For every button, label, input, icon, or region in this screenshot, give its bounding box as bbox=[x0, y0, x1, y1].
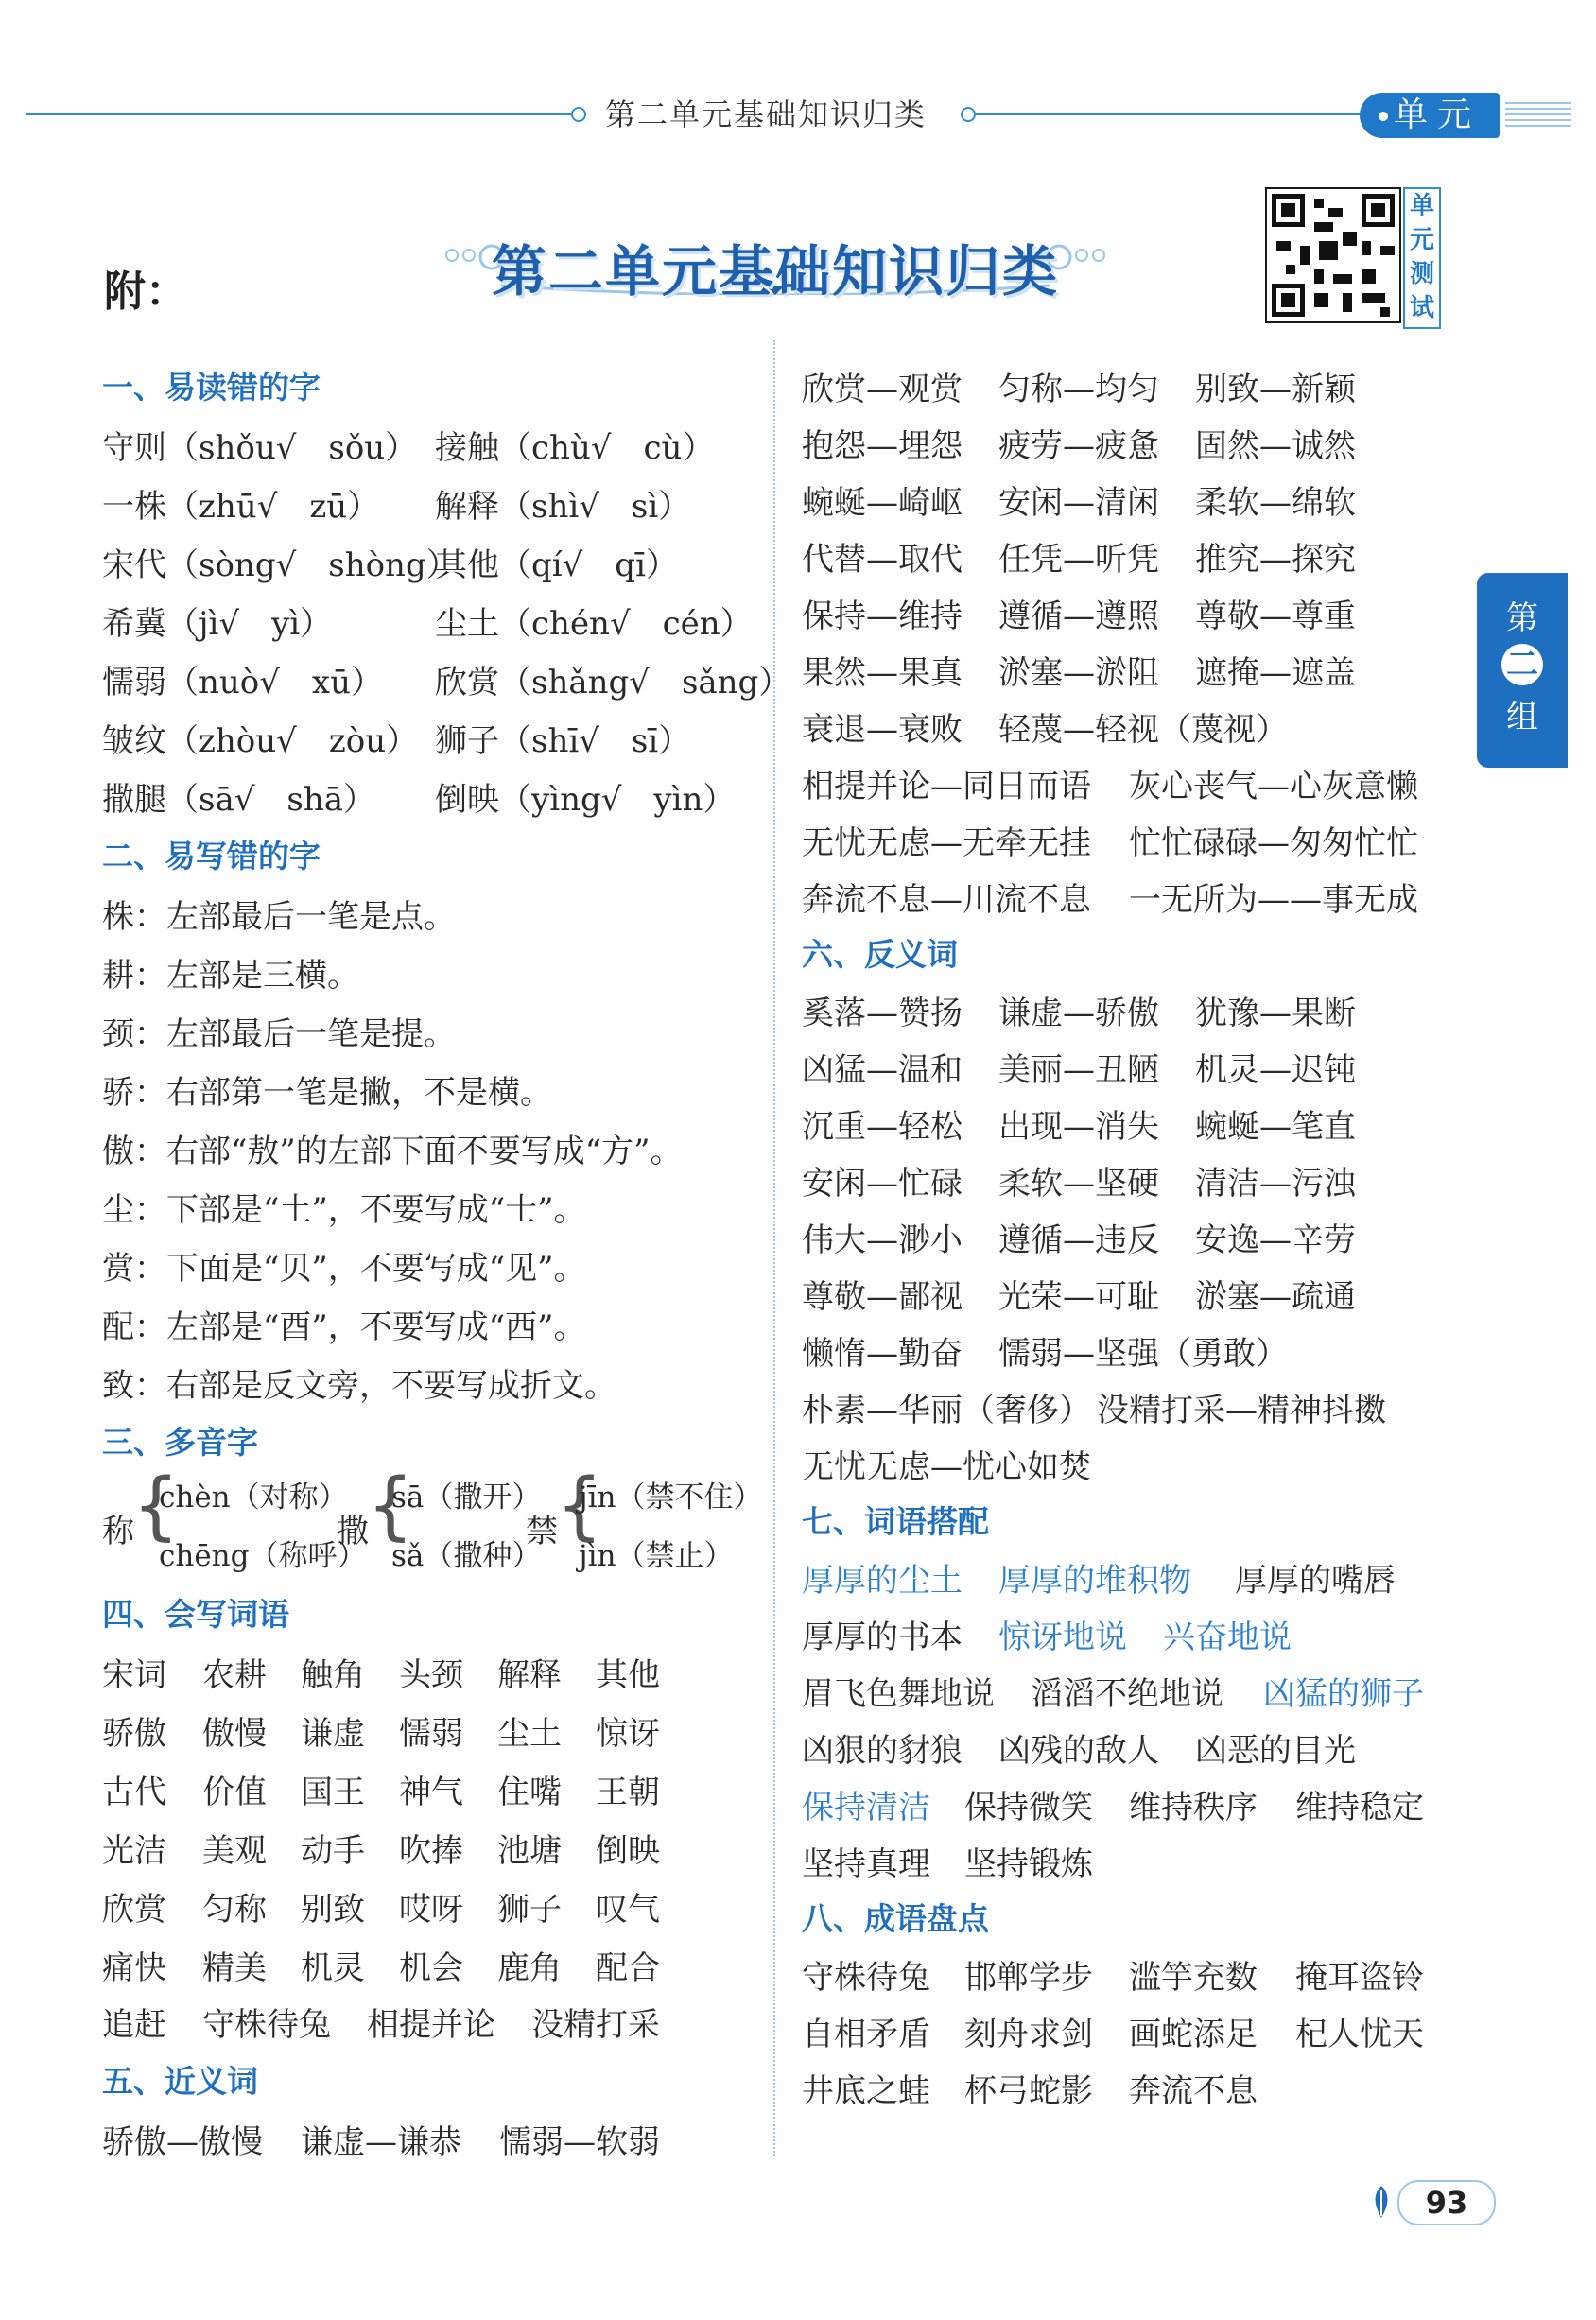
side-tab-bottom: 组 bbox=[1506, 699, 1538, 736]
antonym-pair: 朴素—华丽（奢侈） bbox=[802, 1392, 1091, 1429]
miswrite-note: 骄：右部第一笔是撇，不是横。 bbox=[102, 1074, 552, 1112]
page-title: 第二单元基础知识归类 bbox=[492, 239, 1060, 303]
word-item: 机会 bbox=[399, 1949, 463, 1987]
misread-item: 守则（shǒu√ sǒu） bbox=[102, 429, 418, 467]
idiom-item: 杞人忧天 bbox=[1295, 2016, 1424, 2053]
synonym-pair: 尊敬—尊重 bbox=[1195, 597, 1356, 635]
synonym-pair: 代替—取代 bbox=[802, 541, 963, 579]
collocation-item: 厚厚的书本 bbox=[802, 1619, 963, 1656]
idiom-item: 奔流不息 bbox=[1129, 2072, 1258, 2110]
word-item: 叹气 bbox=[596, 1891, 660, 1929]
polyphone-char: 禁 bbox=[526, 1513, 558, 1550]
synonym-pair: 推究—探究 bbox=[1195, 541, 1356, 579]
idiom-item: 刻舟求剑 bbox=[964, 2016, 1093, 2053]
antonym-pair: 无忧无虑—忧心如焚 bbox=[802, 1448, 1091, 1486]
synonym-pair: 遮掩—遮盖 bbox=[1195, 654, 1356, 692]
antonym-pair: 蜿蜒—笔直 bbox=[1195, 1108, 1356, 1146]
word-item: 哎呀 bbox=[399, 1891, 463, 1929]
miswrite-note: 配：左部是“酉”，不要写成“西”。 bbox=[102, 1308, 586, 1346]
word-item: 守株待兔 bbox=[202, 2006, 331, 2044]
polyphone-reading: jìn（禁止） bbox=[579, 1539, 734, 1573]
section-heading-2: 二、易写错的字 bbox=[102, 838, 321, 874]
word-item: 机灵 bbox=[301, 1949, 365, 1987]
word-item: 狮子 bbox=[497, 1891, 562, 1929]
word-item: 惊讶 bbox=[596, 1715, 660, 1753]
collocation-item: 眉飞色舞地说 bbox=[802, 1675, 995, 1713]
idiom-item: 自相矛盾 bbox=[802, 2016, 930, 2053]
polyphone-reading: chèn（对称） bbox=[159, 1480, 348, 1515]
idiom-item: 邯郸学步 bbox=[964, 1959, 1093, 1997]
word-item: 懦弱 bbox=[399, 1715, 463, 1753]
word-item: 鹿角 bbox=[497, 1949, 562, 1987]
collocation-item: 厚厚的堆积物 bbox=[998, 1562, 1191, 1600]
brace-icon: { bbox=[132, 1463, 180, 1549]
antonym-pair: 美丽—丑陋 bbox=[998, 1051, 1159, 1089]
synonym-pair: 一无所为——事无成 bbox=[1129, 881, 1418, 919]
synonym-pair: 淤塞—淤阻 bbox=[998, 654, 1159, 692]
word-item: 动手 bbox=[301, 1832, 365, 1870]
idiom-item: 掩耳盗铃 bbox=[1295, 1959, 1424, 1997]
synonym-pair: 任凭—听凭 bbox=[998, 541, 1159, 579]
antonym-pair: 机灵—迟钝 bbox=[1195, 1051, 1356, 1089]
word-item: 其他 bbox=[596, 1656, 660, 1694]
word-item: 没精打采 bbox=[531, 2006, 660, 2044]
synonym-pair: 别致—新颖 bbox=[1195, 371, 1356, 408]
misread-item: 其他（qí√ qī） bbox=[435, 546, 678, 584]
synonym-pair: 疲劳—疲惫 bbox=[998, 427, 1159, 465]
qr-code-image bbox=[1267, 189, 1399, 321]
polyphone-reading: sǎ（撒种） bbox=[391, 1539, 542, 1573]
miswrite-note: 株：左部最后一笔是点。 bbox=[102, 898, 456, 936]
collocation-item: 凶残的敌人 bbox=[998, 1732, 1159, 1770]
brace-icon: { bbox=[556, 1463, 603, 1549]
unit-tab-dot-icon bbox=[1379, 112, 1388, 121]
section-heading-5: 五、近义词 bbox=[102, 2063, 258, 2100]
unit-tab-label: 单元 bbox=[1393, 95, 1481, 134]
header-rule-right bbox=[974, 113, 1371, 115]
word-item: 王朝 bbox=[596, 1774, 660, 1811]
synonym-pair: 骄傲—傲慢 bbox=[102, 2123, 263, 2161]
miswrite-note: 尘：下部是“土”，不要写成“士”。 bbox=[102, 1191, 586, 1229]
antonym-pair: 犹豫—果断 bbox=[1195, 995, 1356, 1032]
misread-item: 懦弱（nuò√ xū） bbox=[102, 664, 384, 701]
word-item: 农耕 bbox=[202, 1656, 267, 1694]
word-item: 骄傲 bbox=[102, 1715, 166, 1753]
word-item: 古代 bbox=[102, 1774, 166, 1811]
collocation-item: 坚持真理 bbox=[802, 1845, 930, 1883]
idiom-item: 画蛇添足 bbox=[1129, 2016, 1258, 2053]
misread-item: 尘土（chén√ cén） bbox=[435, 605, 753, 643]
polyphone-reading: chēng（称呼） bbox=[159, 1539, 367, 1573]
word-item: 傲慢 bbox=[202, 1715, 267, 1753]
qr-label: 单元测试 bbox=[1403, 187, 1441, 329]
synonym-pair: 抱怨—埋怨 bbox=[802, 427, 963, 465]
section-heading-3: 三、多音字 bbox=[102, 1424, 258, 1461]
word-item: 住嘴 bbox=[497, 1774, 562, 1811]
column-divider bbox=[773, 340, 775, 2156]
idiom-item: 守株待兔 bbox=[802, 1959, 930, 1997]
word-item: 美观 bbox=[202, 1832, 267, 1870]
antonym-pair: 光荣—可耻 bbox=[998, 1278, 1159, 1316]
header-stripes bbox=[1505, 102, 1571, 130]
collocation-item: 保持清洁 bbox=[802, 1789, 930, 1827]
polyphone-reading: sā（撒开） bbox=[391, 1480, 542, 1515]
synonym-pair: 保持—维持 bbox=[802, 597, 963, 635]
miswrite-note: 赏：下面是“贝”，不要写成“见”。 bbox=[102, 1250, 586, 1288]
antonym-pair: 尊敬—鄙视 bbox=[802, 1278, 963, 1316]
synonym-pair: 固然—诚然 bbox=[1195, 427, 1356, 465]
collocation-item: 凶恶的目光 bbox=[1195, 1732, 1356, 1770]
group-side-tab bbox=[1477, 573, 1568, 768]
misread-item: 狮子（shī√ sī） bbox=[435, 722, 691, 760]
collocation-item: 凶狠的豺狼 bbox=[802, 1732, 963, 1770]
antonym-pair: 淤塞—疏通 bbox=[1195, 1278, 1356, 1316]
collocation-item: 维持稳定 bbox=[1295, 1789, 1424, 1827]
collocation-item: 兴奋地说 bbox=[1163, 1619, 1292, 1656]
misread-item: 解释（shì√ sì） bbox=[435, 488, 691, 526]
synonym-pair: 无忧无虑—无牵无挂 bbox=[802, 824, 1091, 862]
collocation-item: 坚持锻炼 bbox=[964, 1845, 1093, 1883]
collocation-item: 凶猛的狮子 bbox=[1263, 1675, 1424, 1713]
synonym-pair: 匀称—均匀 bbox=[998, 371, 1159, 408]
word-item: 欣赏 bbox=[102, 1891, 166, 1929]
synonym-pair: 灰心丧气—心灰意懒 bbox=[1129, 768, 1418, 805]
misread-item: 欣赏（shǎng√ sǎng） bbox=[435, 664, 791, 701]
section-heading-6: 六、反义词 bbox=[802, 936, 958, 973]
word-item: 匀称 bbox=[202, 1891, 267, 1929]
antonym-pair: 没精打采—精神抖擞 bbox=[1097, 1392, 1386, 1429]
antonym-pair: 柔软—坚硬 bbox=[998, 1165, 1159, 1203]
idiom-item: 杯弓蛇影 bbox=[964, 2072, 1093, 2110]
synonym-pair: 安闲—清闲 bbox=[998, 484, 1159, 522]
polyphone-reading: jīn（禁不住） bbox=[579, 1480, 763, 1515]
antonym-pair: 伟大—渺小 bbox=[802, 1221, 963, 1259]
page-number: 93 bbox=[1397, 2180, 1496, 2225]
section-heading-4: 四、会写词语 bbox=[102, 1596, 289, 1633]
synonym-pair: 蜿蜒—崎岖 bbox=[802, 484, 963, 522]
word-item: 配合 bbox=[596, 1949, 660, 1987]
word-item: 触角 bbox=[301, 1656, 365, 1694]
header-rule-dot-left bbox=[571, 107, 586, 122]
synonym-pair: 忙忙碌碌—匆匆忙忙 bbox=[1129, 824, 1418, 862]
collocation-item: 维持秩序 bbox=[1129, 1789, 1258, 1827]
antonym-pair: 奚落—赞扬 bbox=[802, 995, 963, 1032]
miswrite-note: 傲：右部“敖”的左部下面不要写成“方”。 bbox=[102, 1133, 683, 1170]
polyphone-char: 撒 bbox=[337, 1513, 369, 1550]
word-item: 解释 bbox=[497, 1656, 562, 1694]
word-item: 倒映 bbox=[596, 1832, 660, 1870]
antonym-pair: 谦虚—骄傲 bbox=[998, 995, 1159, 1032]
synonym-pair: 欣赏—观赏 bbox=[802, 371, 963, 408]
antonym-pair: 沉重—轻松 bbox=[802, 1108, 963, 1146]
polyphone-char: 称 bbox=[102, 1513, 134, 1550]
word-item: 谦虚 bbox=[301, 1715, 365, 1753]
word-item: 相提并论 bbox=[367, 2006, 495, 2044]
section-heading-8: 八、成语盘点 bbox=[802, 1900, 989, 1937]
synonym-pair: 奔流不息—川流不息 bbox=[802, 881, 1091, 919]
collocation-item: 厚厚的尘土 bbox=[802, 1562, 963, 1600]
word-item: 国王 bbox=[301, 1774, 365, 1811]
antonym-pair: 安闲—忙碌 bbox=[802, 1165, 963, 1203]
misread-item: 撒腿（sā√ shā） bbox=[102, 781, 375, 819]
section-heading-7: 七、词语搭配 bbox=[802, 1503, 989, 1540]
collocation-item: 惊讶地说 bbox=[998, 1619, 1127, 1656]
word-item: 痛快 bbox=[102, 1949, 166, 1987]
misread-item: 倒映（yìng√ yìn） bbox=[435, 781, 736, 819]
word-item: 价值 bbox=[202, 1774, 267, 1811]
misread-item: 希冀（jì√ yì） bbox=[102, 605, 333, 643]
synonym-pair: 懦弱—软弱 bbox=[499, 2123, 660, 2161]
collocation-item: 保持微笑 bbox=[964, 1789, 1093, 1827]
antonym-pair: 清洁—污浊 bbox=[1195, 1165, 1356, 1203]
synonym-pair: 果然—果真 bbox=[802, 654, 963, 692]
word-item: 宋词 bbox=[102, 1656, 166, 1694]
idiom-item: 井底之蛙 bbox=[802, 2072, 930, 2110]
word-item: 光洁 bbox=[102, 1832, 166, 1870]
word-item: 吹捧 bbox=[399, 1832, 463, 1870]
word-item: 尘土 bbox=[497, 1715, 562, 1753]
miswrite-note: 致：右部是反文旁，不要写成折文。 bbox=[102, 1367, 616, 1405]
side-tab-number: 二 bbox=[1501, 644, 1543, 685]
miswrite-note: 耕：左部是三横。 bbox=[102, 957, 359, 995]
miswrite-note: 颈：左部最后一笔是提。 bbox=[102, 1015, 456, 1053]
synonym-pair: 谦虚—谦恭 bbox=[301, 2123, 461, 2161]
word-item: 别致 bbox=[301, 1891, 365, 1929]
synonym-pair: 柔软—绵软 bbox=[1195, 484, 1356, 522]
misread-item: 宋代（sòng√ shòng） bbox=[102, 546, 459, 584]
side-tab-top: 第 bbox=[1506, 599, 1538, 637]
word-item: 头颈 bbox=[399, 1656, 463, 1694]
word-item: 追赶 bbox=[102, 2006, 166, 2044]
synonym-pair: 遵循—遵照 bbox=[998, 597, 1159, 635]
word-item: 池塘 bbox=[497, 1832, 562, 1870]
misread-item: 接触（chù√ cù） bbox=[435, 429, 715, 467]
antonym-pair: 懦弱—坚强（勇敢） bbox=[998, 1335, 1288, 1373]
synonym-pair: 轻蔑—轻视（蔑视） bbox=[998, 711, 1288, 749]
header-rule-left bbox=[26, 113, 575, 115]
antonym-pair: 凶猛—温和 bbox=[802, 1051, 963, 1089]
unit-tab bbox=[1360, 93, 1500, 138]
antonym-pair: 懒惰—勤奋 bbox=[802, 1335, 963, 1373]
word-item: 神气 bbox=[399, 1774, 463, 1811]
word-item: 精美 bbox=[202, 1949, 267, 1987]
running-title: 第二单元基础知识归类 bbox=[605, 96, 928, 132]
collocation-item: 厚厚的嘴唇 bbox=[1235, 1562, 1396, 1600]
appendix-label: 附： bbox=[104, 268, 187, 316]
collocation-item: 滔滔不绝地说 bbox=[1031, 1675, 1223, 1713]
antonym-pair: 出现—消失 bbox=[998, 1108, 1159, 1146]
idiom-item: 滥竽充数 bbox=[1129, 1959, 1258, 1997]
synonym-pair: 相提并论—同日而语 bbox=[802, 768, 1091, 805]
misread-item: 一株（zhū√ zū） bbox=[102, 488, 380, 526]
antonym-pair: 遵循—违反 bbox=[998, 1221, 1159, 1259]
brace-icon: { bbox=[367, 1463, 414, 1549]
antonym-pair: 安逸—辛劳 bbox=[1195, 1221, 1356, 1259]
misread-item: 皱纹（zhòu√ zòu） bbox=[102, 722, 419, 760]
leaf-icon bbox=[1369, 2184, 1394, 2220]
qr-code[interactable] bbox=[1265, 187, 1401, 323]
section-heading-1: 一、易读错的字 bbox=[102, 369, 321, 406]
synonym-pair: 衰退—衰败 bbox=[802, 711, 963, 749]
